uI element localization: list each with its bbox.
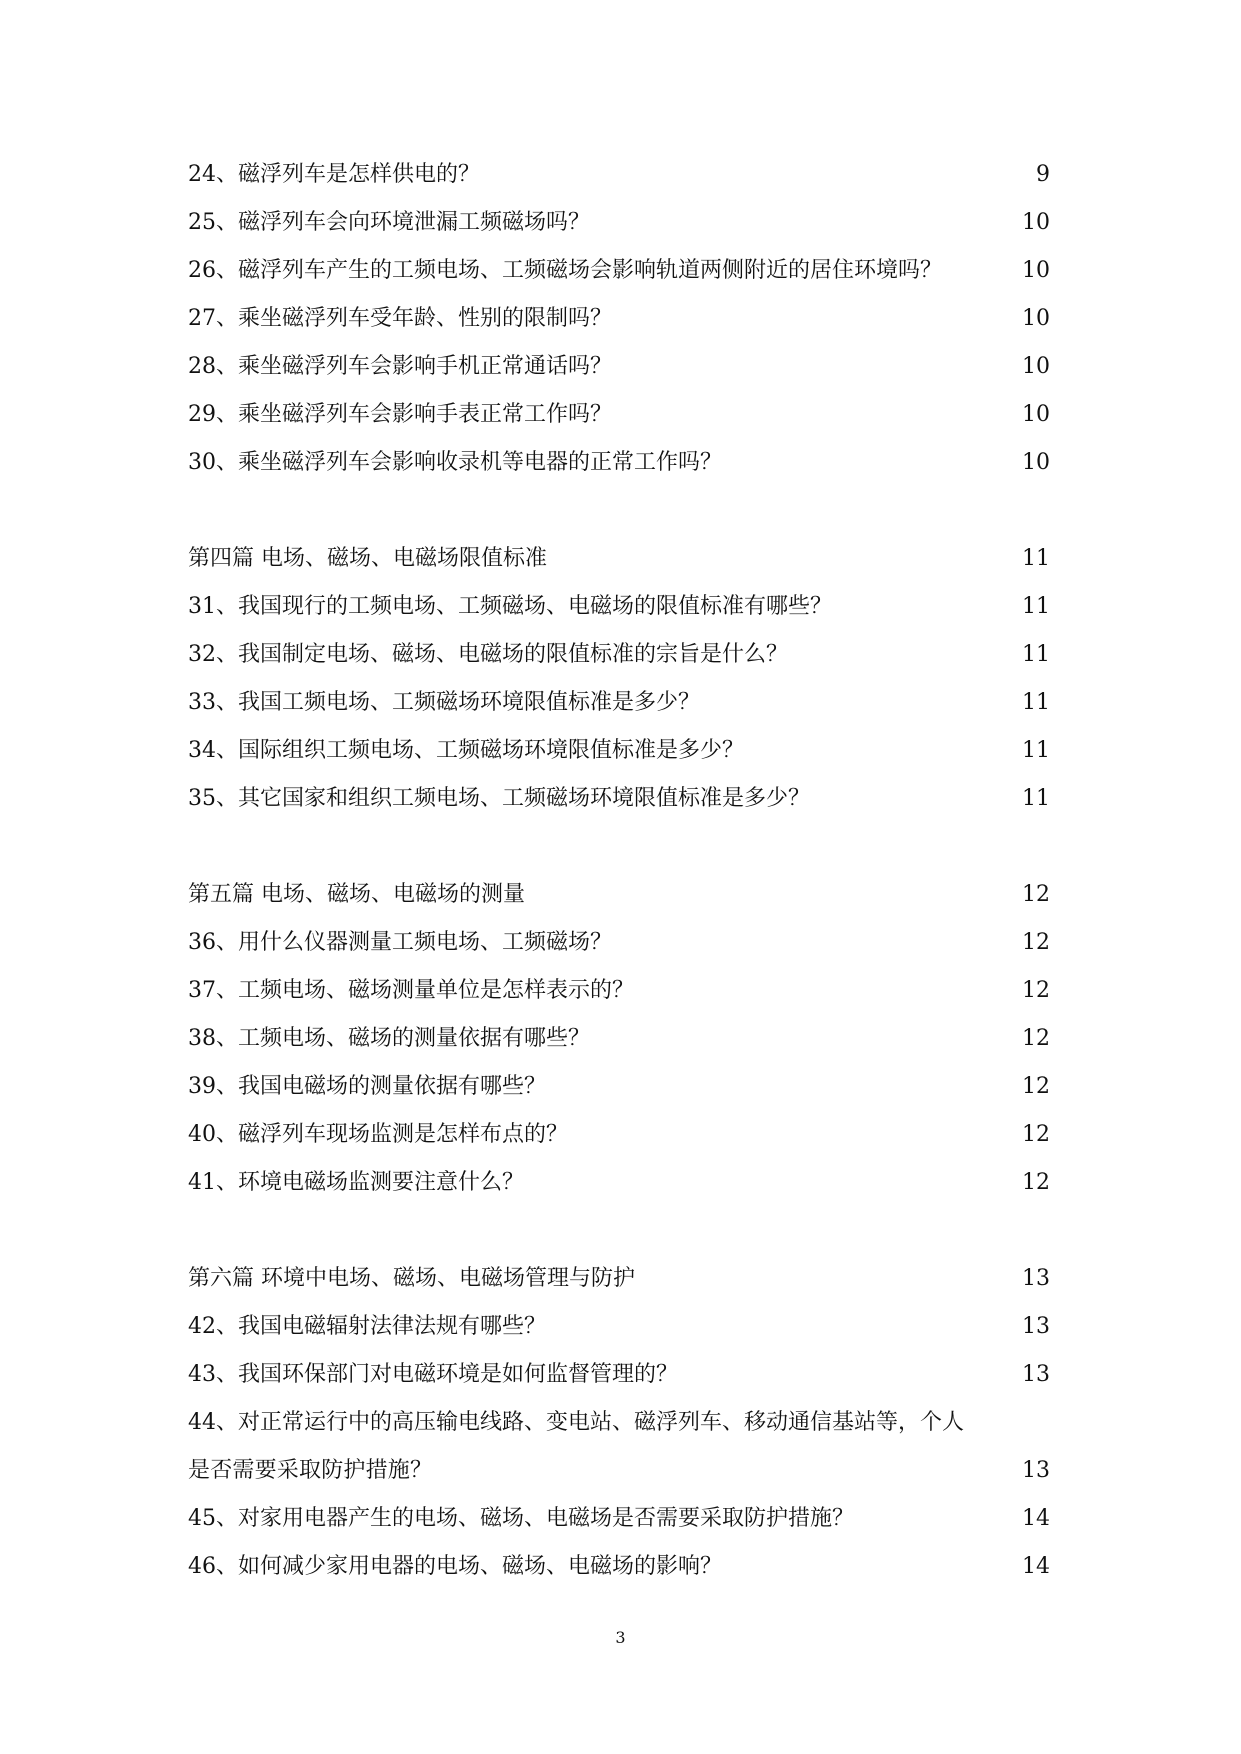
toc-section-heading — [188, 1259, 1058, 1299]
toc-entry-title: 36、用什么仪器测量工频电场、工频磁场？ — [188, 930, 612, 955]
toc-entry-page: 11 — [1022, 594, 1050, 619]
toc-entry-title: 42、我国电磁辐射法律法规有哪些？ — [188, 1314, 546, 1339]
toc-entry-page: 14 — [1022, 1554, 1050, 1579]
toc-entry — [188, 251, 1058, 291]
toc-entry — [188, 203, 1058, 243]
toc-entry-page: 12 — [1022, 978, 1050, 1003]
toc-entry — [188, 1115, 1058, 1155]
toc-entry — [188, 1547, 1058, 1587]
toc-entry — [188, 155, 1058, 195]
toc-entry-page: 12 — [1022, 1170, 1050, 1195]
toc-entry-page: 13 — [1022, 1362, 1050, 1387]
toc-entry — [188, 443, 1058, 483]
toc-entry-title: 31、我国现行的工频电场、工频磁场、电磁场的限值标准有哪些？ — [188, 594, 832, 619]
toc-entry-title: 46、如何减少家用电器的电场、磁场、电磁场的影响？ — [188, 1554, 722, 1579]
section-page: 11 — [1022, 546, 1050, 571]
toc-entry-title: 38、工频电场、磁场的测量依据有哪些？ — [188, 1026, 590, 1051]
toc-section-heading — [188, 875, 1058, 915]
toc-entry-title: 40、磁浮列车现场监测是怎样布点的？ — [188, 1122, 568, 1147]
toc-entry — [188, 923, 1058, 963]
toc-entry-title: 32、我国制定电场、磁场、电磁场的限值标准的宗旨是什么？ — [188, 642, 788, 667]
toc-entry-page: 10 — [1022, 210, 1050, 235]
toc-entry-page: 12 — [1022, 1122, 1050, 1147]
section-page: 12 — [1022, 882, 1050, 907]
toc-entry-title: 30、乘坐磁浮列车会影响收录机等电器的正常工作吗？ — [188, 450, 722, 475]
toc-entry-page: 13 — [1022, 1458, 1050, 1483]
toc-entry-title: 43、我国环保部门对电磁环境是如何监督管理的？ — [188, 1362, 678, 1387]
toc-entry-title: 是否需要采取防护措施？ — [188, 1458, 433, 1483]
toc-entry — [188, 347, 1058, 387]
toc-entry-title: 24、磁浮列车是怎样供电的？ — [188, 162, 480, 187]
toc-entry-title: 44、对正常运行中的高压输电线路、变电站、磁浮列车、移动通信基站等，个人 — [188, 1410, 964, 1435]
toc-entry — [188, 1403, 1058, 1443]
toc-entry-page: 13 — [1022, 1314, 1050, 1339]
toc-section-heading — [188, 539, 1058, 579]
section-title: 第五篇 电场、磁场、电磁场的测量 — [188, 882, 525, 907]
toc-entry-title: 33、我国工频电场、工频磁场环境限值标准是多少？ — [188, 690, 700, 715]
section-title: 第六篇 环境中电场、磁场、电磁场管理与防护 — [188, 1266, 635, 1291]
toc-entry-page: 12 — [1022, 930, 1050, 955]
toc-entry — [188, 1067, 1058, 1107]
toc-entry-page: 10 — [1022, 402, 1050, 427]
toc-entry-page: 11 — [1022, 642, 1050, 667]
toc-entry-title: 27、乘坐磁浮列车受年龄、性别的限制吗？ — [188, 306, 612, 331]
toc-entry — [188, 1355, 1058, 1395]
toc-entry — [188, 587, 1058, 627]
toc-entry-title: 39、我国电磁场的测量依据有哪些？ — [188, 1074, 546, 1099]
toc-entry-page: 10 — [1022, 450, 1050, 475]
toc-entry-page: 14 — [1022, 1506, 1050, 1531]
toc-entry-page: 11 — [1022, 738, 1050, 763]
toc-entry — [188, 299, 1058, 339]
toc-entry-title: 37、工频电场、磁场测量单位是怎样表示的？ — [188, 978, 634, 1003]
toc-entry — [188, 635, 1058, 675]
toc-entry — [188, 1163, 1058, 1203]
toc-entry-title: 29、乘坐磁浮列车会影响手表正常工作吗？ — [188, 402, 612, 427]
section-title: 第四篇 电场、磁场、电磁场限值标准 — [188, 546, 547, 571]
toc-entry — [188, 1019, 1058, 1059]
toc-entry-title: 45、对家用电器产生的电场、磁场、电磁场是否需要采取防护措施？ — [188, 1506, 854, 1531]
toc-entry-title: 35、其它国家和组织工频电场、工频磁场环境限值标准是多少？ — [188, 786, 810, 811]
toc-entry-title: 34、国际组织工频电场、工频磁场环境限值标准是多少？ — [188, 738, 744, 763]
toc-entry — [188, 1499, 1058, 1539]
section-page: 13 — [1022, 1266, 1050, 1291]
toc-entry — [188, 395, 1058, 435]
toc-entry-page: 9 — [1036, 162, 1050, 187]
toc-entry-page: 11 — [1022, 786, 1050, 811]
toc-entry-page: 10 — [1022, 354, 1050, 379]
toc-entry-page: 12 — [1022, 1026, 1050, 1051]
toc-entry-title: 25、磁浮列车会向环境泄漏工频磁场吗？ — [188, 210, 590, 235]
toc-entry — [188, 1307, 1058, 1347]
toc-entry-title: 41、环境电磁场监测要注意什么？ — [188, 1170, 524, 1195]
toc-entry — [188, 683, 1058, 723]
toc-entry-page: 12 — [1022, 1074, 1050, 1099]
page-number: 3 — [615, 1628, 626, 1647]
toc-entry — [188, 731, 1058, 771]
toc-entry-continuation — [188, 1451, 1058, 1491]
toc-entry — [188, 779, 1058, 819]
toc-entry-page: 10 — [1022, 306, 1050, 331]
toc-entry-title: 28、乘坐磁浮列车会影响手机正常通话吗？ — [188, 354, 612, 379]
toc-entry-title: 26、磁浮列车产生的工频电场、工频磁场会影响轨道两侧附近的居住环境吗？ — [188, 258, 942, 283]
toc-entry — [188, 971, 1058, 1011]
toc-entry-page: 11 — [1022, 690, 1050, 715]
toc-entry-page: 10 — [1022, 258, 1050, 283]
